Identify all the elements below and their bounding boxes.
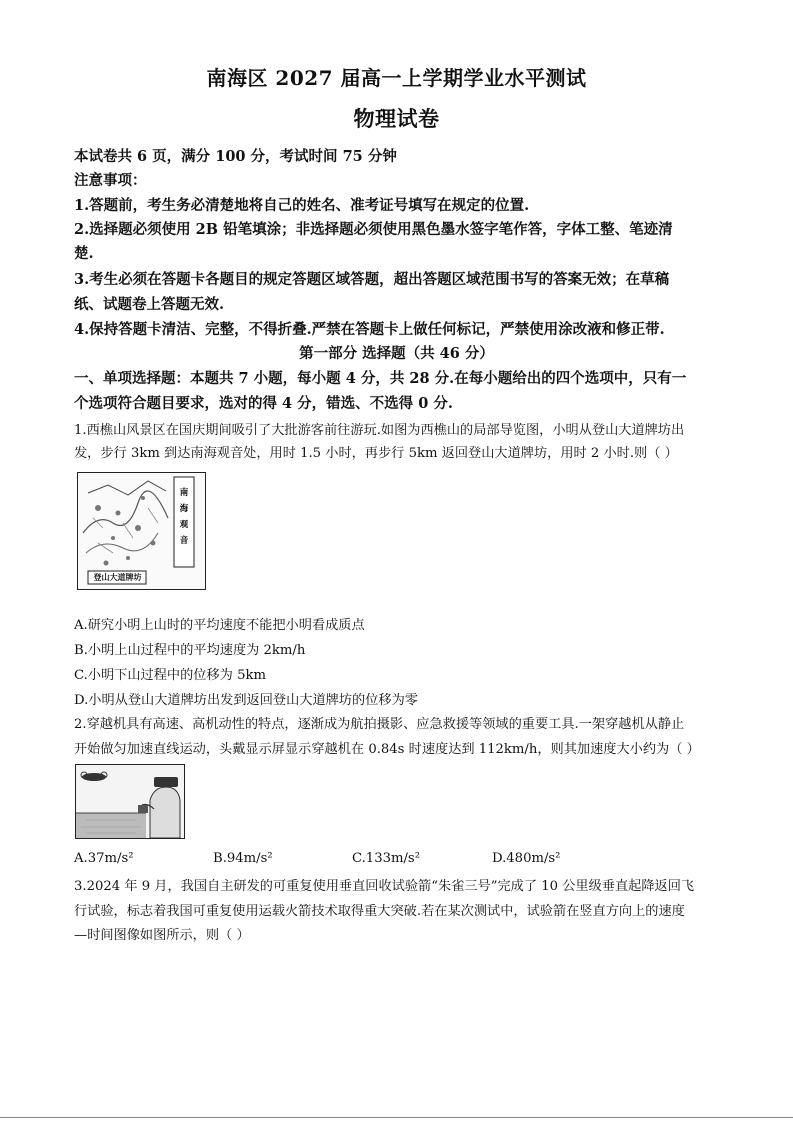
section-desc-2: 个选项符合题目要求，选对的得 4 分，错选、不选得 0 分. — [74, 395, 453, 412]
note-3a: 3.考生必须在答题卡各题目的规定答题区域答题，超出答题区域范围书写的答案无效；在草稿 — [74, 271, 670, 288]
map-side-char-2: 海 — [179, 504, 189, 514]
map-side-char-3: 观 — [179, 520, 189, 530]
note-1: 1.答题前，考生务必清楚地将自己的姓名、准考证号填写在规定的位置. — [74, 197, 530, 214]
exam-subtitle: 物理试卷 — [353, 106, 440, 131]
note-4: 4.保持答题卡清洁、完整，不得折叠.严禁在答题卡上做任何标记，严禁使用涂改液和修正带. — [74, 321, 665, 338]
map-side-char-1: 南 — [179, 488, 189, 498]
drone-pilot-sketch-icon — [76, 765, 184, 838]
q2-stem-line-1: 2.穿越机具有高速、高机动性的特点，逐渐成为航拍摄影、应急救援等领域的重要工具.一架穿越机从静止 — [74, 717, 685, 732]
q2-option-d: D.480m/s² — [492, 851, 561, 866]
q2-drone-image — [75, 764, 185, 839]
q3-stem-line-1: 3.2024 年 9 月，我国自主研发的可重复使用垂直回收试验箭“朱雀三号”完成了 10 公里级垂直起降返回飞 — [74, 879, 695, 894]
page-bottom-rule — [0, 1117, 793, 1118]
q3-stem-line-3: —时间图像如图所示，则（ ） — [74, 928, 250, 943]
section-part-heading: 第一部分 选择题（共 46 分） — [299, 345, 494, 362]
q1-option-d: D.小明从登山大道牌坊出发到返回登山大道牌坊的位移为零 — [74, 693, 418, 708]
intro-line-2: 注意事项： — [74, 172, 147, 189]
q1-option-a: A.研究小明上山时的平均速度不能把小明看成质点 — [74, 618, 365, 633]
intro-line-1: 本试卷共 6 页，满分 100 分，考试时间 75 分钟 — [74, 148, 397, 165]
q1-stem-line-1: 1.西樵山风景区在国庆期间吸引了大批游客前往游玩.如图为西樵山的局部导览图，小明从登山大道牌坊出 — [74, 423, 685, 438]
note-3b: 纸、试题卷上答题无效. — [74, 296, 225, 313]
q3-stem-line-2: 行试验，标志着我国可重复使用运载火箭技术取得重大突破.若在某次测试中，试验箭在竖直方向上的速度 — [74, 904, 685, 919]
q2-stem-line-2: 开始做匀加速直线运动，头戴显示屏显示穿越机在 0.84s 时速度达到 112km/h，则其加速度大小约为（ ） — [74, 742, 700, 757]
q1-stem-line-2: 发，步行 3km 到达南海观音处，用时 1.5 小时，再步行 5km 返回登山大道牌坊，用时 2 小时.则（ ） — [74, 446, 678, 461]
map-side-char-4: 音 — [179, 536, 189, 546]
q2-option-c: C.133m/s² — [352, 851, 420, 866]
q1-option-c: C.小明下山过程中的位移为 5km — [74, 668, 266, 683]
note-2a: 2.选择题必须使用 2B 铅笔填涂；非选择题必须使用黑色墨水签字笔作答，字体工整、笔迹清 — [74, 221, 673, 238]
q1-map-image — [77, 472, 206, 590]
note-2b: 楚. — [74, 245, 94, 262]
q2-option-a: A.37m/s² — [74, 851, 134, 866]
section-desc-1: 一、单项选择题：本题共 7 小题，每小题 4 分，共 28 分.在每小题给出的四个选项中，只有一 — [74, 370, 687, 387]
q1-option-b: B.小明上山过程中的平均速度为 2km/h — [74, 643, 306, 658]
q2-option-b: B.94m/s² — [213, 851, 273, 866]
map-start-label: 登山大道牌坊 — [93, 573, 142, 582]
exam-title: 南海区 2027 届高一上学期学业水平测试 — [206, 66, 587, 90]
